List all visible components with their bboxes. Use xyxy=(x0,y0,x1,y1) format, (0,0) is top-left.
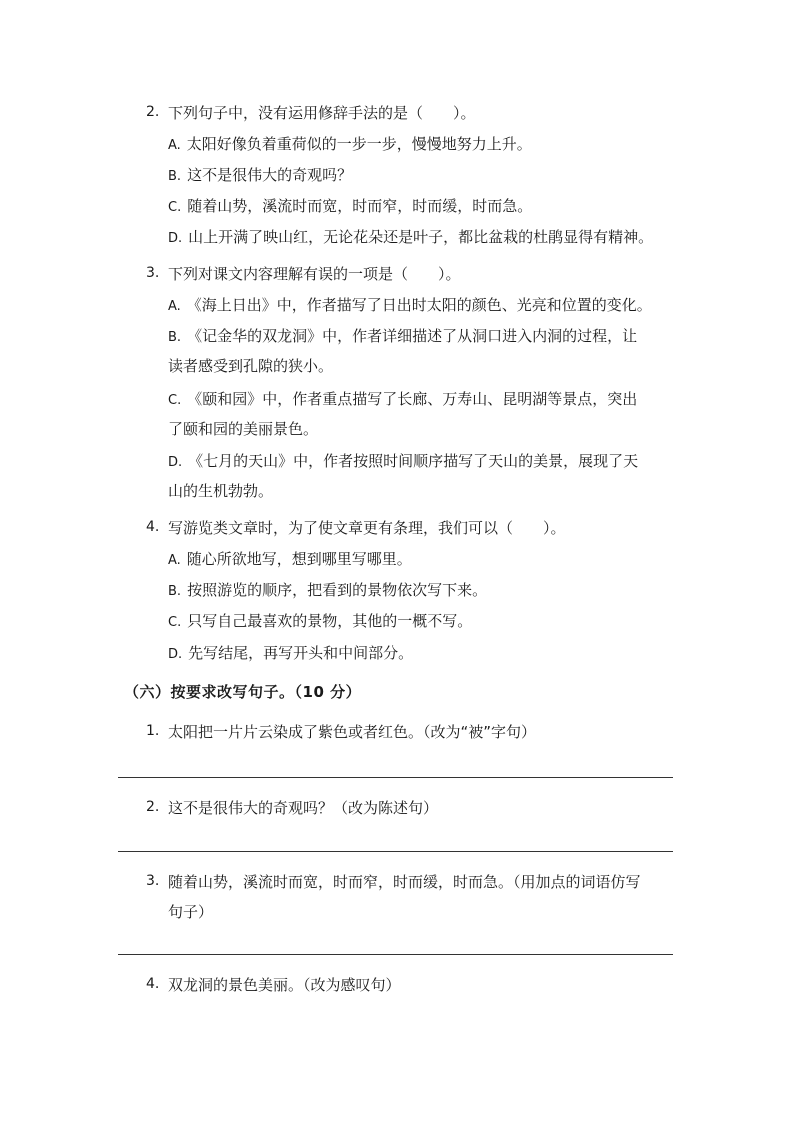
answer-line-2[interactable] xyxy=(118,851,673,852)
option-letter: B. xyxy=(168,169,182,184)
option-text: 山上开满了映山红，无论花朵还是叶子，都比盆栽的杜鹃显得有精神。 xyxy=(188,228,654,246)
item-text: 双龙洞的景色美丽。（改为感叹句） xyxy=(168,976,401,994)
option-letter: C. xyxy=(168,615,182,630)
option-b[interactable] xyxy=(168,326,637,348)
option-letter: D. xyxy=(168,231,183,246)
option-text: 按照游览的顺序，把看到的景物依次写下来。 xyxy=(187,581,488,599)
option-d-continued: 山的生机勃勃。 xyxy=(168,482,274,500)
item-number: 4. xyxy=(146,976,160,992)
option-b[interactable] xyxy=(168,580,487,602)
item-text-continued: 句子） xyxy=(168,903,214,921)
option-text: 先写结尾，再写开头和中间部分。 xyxy=(188,644,414,662)
answer-line-3[interactable] xyxy=(118,954,673,955)
option-letter: C. xyxy=(168,200,182,215)
question-stem: 写游览类文章时，为了使文章更有条理，我们可以（ ）。 xyxy=(168,519,566,537)
item-number: 3. xyxy=(146,873,160,889)
item-text: 这不是很伟大的奇观吗？（改为陈述句） xyxy=(168,799,439,817)
question-stem: 下列对课文内容理解有误的一项是（ ）。 xyxy=(168,265,461,283)
option-a[interactable] xyxy=(168,295,652,317)
item-number: 1. xyxy=(146,723,160,739)
item-text: 太阳把一片片云染成了紫色或者红色。（改为“被”字句） xyxy=(168,723,537,741)
option-c[interactable] xyxy=(168,389,637,411)
option-c[interactable] xyxy=(168,611,472,633)
question-number: 2. xyxy=(146,104,160,120)
option-letter: D. xyxy=(168,455,183,470)
option-text: 《记金华的双龙洞》中，作者详细描述了从洞口进入内洞的过程，让 xyxy=(187,327,638,345)
question-number: 4. xyxy=(146,519,160,535)
option-text: 随着山势，溪流时而宽，时而窄，时而缓，时而急。 xyxy=(187,197,533,215)
option-letter: A. xyxy=(168,299,181,314)
item-number: 2. xyxy=(146,799,160,815)
item-text: 随着山势，溪流时而宽，时而窄，时而缓，时而急。（用加点的词语仿写 xyxy=(168,873,641,891)
option-a[interactable] xyxy=(168,549,412,571)
section-6-title: （六）按要求改写句子。（10 分） xyxy=(124,683,362,701)
option-a[interactable] xyxy=(168,134,532,156)
option-text: 《颐和园》中，作者重点描写了长廊、万寿山、昆明湖等景点，突出 xyxy=(187,390,638,408)
option-text: 这不是很伟大的奇观吗？ xyxy=(187,166,353,184)
question-stem: 下列句子中，没有运用修辞手法的是（ ）。 xyxy=(168,104,476,122)
option-letter: C. xyxy=(168,393,182,408)
option-letter: A. xyxy=(168,138,181,153)
option-letter: B. xyxy=(168,330,182,345)
option-letter: A. xyxy=(168,553,181,568)
option-letter: D. xyxy=(168,647,183,662)
option-d[interactable] xyxy=(168,451,638,473)
option-d[interactable] xyxy=(168,227,653,249)
option-b[interactable] xyxy=(168,165,352,187)
option-text: 《海上日出》中，作者描写了日出时太阳的颜色、光亮和位置的变化。 xyxy=(186,296,652,314)
option-d[interactable] xyxy=(168,643,413,665)
question-number: 3. xyxy=(146,265,160,281)
option-text: 太阳好像负着重荷似的一步一步，慢慢地努力上升。 xyxy=(186,135,532,153)
option-text: 只写自己最喜欢的景物，其他的一概不写。 xyxy=(187,612,473,630)
option-c[interactable] xyxy=(168,196,532,218)
option-text: 《七月的天山》中，作者按照时间顺序描写了天山的美景，展现了天 xyxy=(188,452,639,470)
option-letter: B. xyxy=(168,584,182,599)
answer-line-1[interactable] xyxy=(118,777,673,778)
option-text: 随心所欲地写，想到哪里写哪里。 xyxy=(186,550,412,568)
option-b-continued: 读者感受到孔隙的狭小。 xyxy=(168,357,334,375)
option-c-continued: 了颐和园的美丽景色。 xyxy=(168,420,319,438)
